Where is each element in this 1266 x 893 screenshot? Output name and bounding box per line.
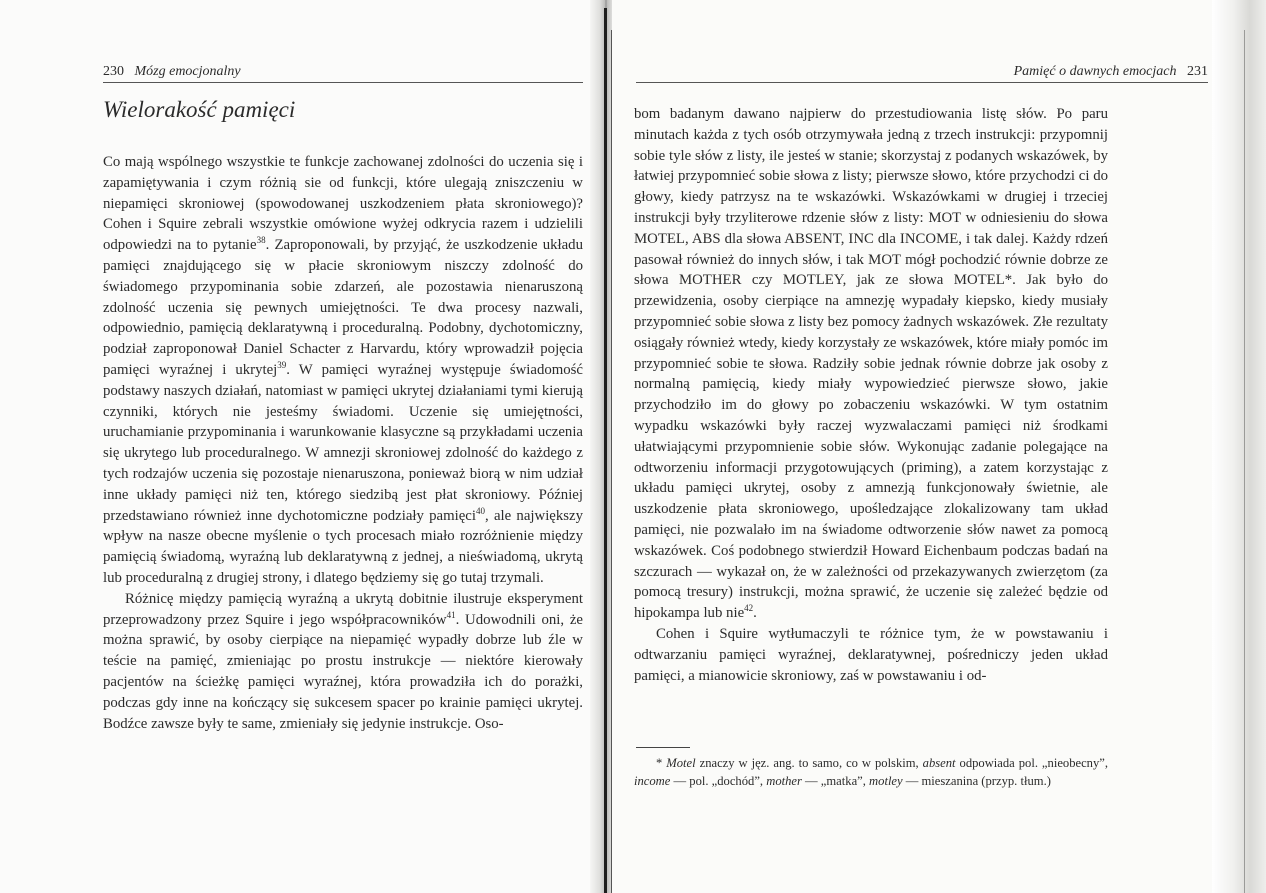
left-body-text <box>103 152 583 734</box>
right-running-head <box>636 62 1208 83</box>
section-title: Wielorakość pamięci <box>103 97 296 122</box>
right-page-number: 231 <box>1187 64 1208 79</box>
footnote-divider <box>636 747 690 748</box>
paragraph: Co mają wspólnego wszystkie te funkcje zachowanej zdolności do uczenia się i zapamiętywania i czym różnią sie od funkcji, które ulegają zniszczeniu w niepamięci skroniowej (spowodowanej uszkodzeniem płata skroniowego)? Cohen i Squire zebrali wszystkie omówione wyżej odkrycia razem i udzielili odpowiedzi na to pytanie$^{38}$. Zaproponowali, by przyjąć, że uszkodzenie układu pamięci znajdującego się w płacie skroniowym niszczy zdolność do świadomego przypominania sobie zdarzeń, ale pozostawia nienaruszoną zdolność uczenia się pewnych umiejętności. Te dwa procesy nazwali, odpowiednio, pamięcią deklaratywną i proceduralną. Podobny, dychotomiczny, podział zaproponował Daniel Schacter z Harvardu, który wprowadził pojęcia pamięci wyraźnej i ukrytej$^{39}$. W pamięci wyraźnej występuje świadomość podstawy naszych działań, natomiast w pamięci ukrytej działaniami tymi kierują czynniki, których nie jesteśmy świadomi. Uczenie się umiejętności, uruchamianie przypominania i warunkowanie klasyczne są przykładami uczenia się ukrytego lub proceduralnego. W amnezji skroniowej zdolność do każdego z tych rodzajów uczenia się pozostaje nienaruszona, ponieważ biorą w nim udział inne układy pamięci niż ten, którego siedzibą jest płat skroniowy. Później przedstawiano również inne dychotomiczne podziały pamięci$^{40}$, ale największy wpływ na nasze obecne myślenie o tych procesach miało rozróżnienie między pamięcią świadomą, wyraźną lub deklaratywną z jednej, a nieświadomą, ukrytą lub proceduralną z drugiej strony, i dlatego będziemy się go tutaj trzymali. <box>103 154 583 586</box>
footnote-ref: 41 <box>446 609 456 620</box>
page-edge-line <box>1244 30 1245 893</box>
paragraph: bom badanym dawano najpierw do przestudiowania listę słów. Po paru minutach każda z tych osób otrzymywała jedną z trzech instrukcji: przypomnij sobie tyle słów z listy, ile jesteś w stanie; skorzystaj z podanych wskazówek, by łatwiej przypomnieć sobie słowa z listy; pierwsze słowo, które przychodzi ci do głowy, kiedy patrzysz na te wskazówki. Wskazówkami w drugiej i trzeciej instrukcji były trzyliterowe rdzenie słów z listy: MOT w odniesieniu do słowa MOTEL, ABS dla słowa ABSENT, INC dla INCOME, i tak dalej. Każdy rdzeń pasował również do innych słów, i tak MOT mógł pochodzić równie dobrze ze słowa MOTHER czy MOTLEY, jak ze słowa MOTEL*. Jak było do przewidzenia, osoby cierpiące na amnezję wypadały kiepsko, kiedy musiały przypomnieć sobie słowa z listy bez pomocy żadnych wskazówek. Złe rezultaty osiągały również wtedy, kiedy korzystały ze wskazówek, które miały pomóc im przypomnieć sobie te słowa. Radziły sobie jednak równie dobrze jak osoby z normalną pamięcią, kiedy miały wypowiedzieć pierwsze słowo, jakie przychodziło im do głowy po zobaczeniu wskazówki. W tym ostatnim wypadku wskazówki były raczej wyzwalaczami pamięci niż środkami ułatwiającymi przypomnienie sobie słów. Wykonując zadanie polegające na odtworzeniu informacji przygotowujących (priming), a zatem korzystając z układu pamięci ukrytej, osoby z amnezją funkcjonowały świetnie, ale uszkodzenie płata skroniowego, upośledzające zlokalizowany tam układ pamięci, nie pozwalało im na świadome odtworzenie słów nawet za pomocą wskazówek. Coś podobnego stwierdził Howard Eichenbaum podczas badań na szczurach — wykazał on, że w zależności od przekazywanych zwierzętom (za pomocą tresury) instrukcji, można sprawić, że uczenie się zależeć będzie od hipokampa lub nie$^{42}$. <box>634 106 1108 622</box>
right-body-text <box>634 104 1108 686</box>
gutter-shadow-line <box>604 8 607 893</box>
left-running-head <box>103 62 583 83</box>
right-running-title: Pamięć o dawnych emocjach <box>1013 64 1177 79</box>
left-running-title: Mózg emocjonalny <box>134 64 241 79</box>
footnote-marker: * <box>656 756 663 770</box>
right-page <box>612 0 1212 893</box>
footnote: * Motel znaczy w jęz. ang. to samo, co w polskim, absent odpowiada pol. „nieobecny”, income — pol. „dochód”, mother — „matka”, motley — mieszanina (przyp. tłum.) <box>634 756 1109 788</box>
left-page <box>0 0 600 893</box>
paragraph: Różnicę między pamięcią wyraźną a ukrytą dobitnie ilustruje eksperyment przeprowadzony przez Squire i jego współpracowników$^{41}$. Udowodnili oni, że można sprawić, by osoby cierpiące na niepamięć wypadły dobrze lub źle w teście na pamięć, zmieniając po prostu instrukcje — niektóre kierowały pacjentów na ścieżkę pamięci wyraźnej, która prowadziła ich do porażki, podczas gdy inne na kończący się sukcesem spacer po krainie pamięci ukrytej. Bodźce zawsze były te same, zmieniały się jedynie instrukcje. Oso- <box>103 590 583 732</box>
page-edge-shadow <box>1212 0 1266 893</box>
footnote-ref: 42 <box>744 603 754 614</box>
paragraph: Cohen i Squire wytłumaczyli te różnice tym, że w powstawaniu i odtwarzaniu pamięci wyraźnej, deklaratywnej, pośredniczy jeden układ pamięci, a mianowicie skroniowy, zaś w powstawaniu i od- <box>634 625 1108 684</box>
left-page-number: 230 <box>103 64 124 79</box>
footnote-ref: 39 <box>277 360 287 371</box>
footnote-ref: 40 <box>476 505 485 516</box>
footnote-ref: 38 <box>256 235 266 246</box>
